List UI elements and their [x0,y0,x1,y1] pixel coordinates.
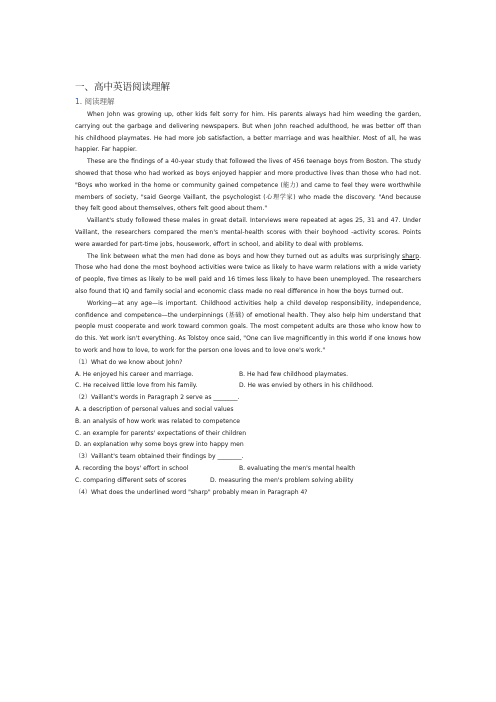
paragraph-2: These are the findings of a 40-year study that followed the lives of 456 teenage boys from Boston. The study showed that those who had worked as boys enjoyed happier and more productive lives than those who had not. "Boys who worked in the home or community gained competence (能力) and came to feel they were worthwhile members of society, "said George Vaillant, the psychologist (心理学家) who made the discovery. "And because they felt good about themselves, others felt good about them." [75,158,421,213]
item-heading [75,97,421,107]
underlined-word: sharp [402,252,420,260]
option: D. He was envied by others in his childhood. [239,382,374,390]
question-1-options-row-2 [75,380,421,392]
option: C. comparing different sets of scores [75,476,187,484]
paragraph-1: When John was growing up, other kids felt sorry for him. His parents always had him weeding the garden, carrying out the garbage and delivering newspapers. But when John reached adulthood, he was better off than his childhood playmates. He had more job satisfaction, a better marriage and was healthier. Most of all, he was happier. Far happier. [75,111,421,154]
option: D. an explanation why some boys grew into happy men [75,441,244,449]
document-page [75,82,421,498]
option: C. He received little love from his family. [75,382,198,390]
paragraph-4-before: The link between what the men had done as boys and how they turned out as adults was surprisingly [87,252,403,260]
paragraph-4-after: . Those who had done the most boyhood activities were twice as likely to have warm relations with a wide variety of people, five times as likely to be well paid and 16 times less likely to have been unemployed. The researchers also found that IQ and family social and economic class made no real difference in how the boys turned out. [75,252,421,295]
paragraph-4 [75,251,421,298]
option: A. a description of personal values and social values [75,405,234,413]
option: A. recording the boys' effort in school [75,464,189,472]
question-3-options-row-1 [75,463,421,475]
option: B. He had few childhood playmates. [239,370,349,378]
item-number: 1. [75,97,83,106]
item-title: 阅读理解 [84,97,115,106]
section-title: 一、高中英语阅读理解 [75,82,171,93]
question-3-options-row-2 [75,475,421,487]
question-3-stem: （3）Vaillant's team obtained their findings by ________. [75,453,244,461]
question-1-stem: （1）What do we know about John? [75,358,183,366]
option: B. evaluating the men's mental health [239,464,356,472]
paragraph-3: Vaillant's study followed these males in great detail. Interviews were repeated at ages 25, 31 and 47. Under Vaillant, the researchers compared the men's mental-health scores with their boyhood -activity scores. Points were awarded for part-time jobs, housework, effort in school, and ability to deal with problems. [75,217,421,248]
question-1-options-row-1 [75,369,421,381]
paragraph-5: Working—at any age—is important. Childhood activities help a child develop responsibility, independence, confidence and competence—the underpinnings (基础) of emotional health. They also help him understand that people must cooperate and work toward common goals. The most competent adults are those who know how to do this. Yet work isn't everything. As Tolstoy once said, "One can live magnificently in this world if one knows how to work and how to love, to work for the person one loves and to love one's work." [75,299,421,354]
option: C. an example for parents' expectations of their children [75,429,247,437]
option: B. an analysis of how work was related to competence [75,417,241,425]
question-2-stem: （2）Vaillant's words in Paragraph 2 serve as ________. [75,394,240,402]
option: A. He enjoyed his career and marriage. [75,370,194,378]
option: D. measuring the men's problem solving ability [210,476,354,484]
question-4-stem: （4）What does the underlined word "sharp" probably mean in Paragraph 4? [75,488,308,496]
